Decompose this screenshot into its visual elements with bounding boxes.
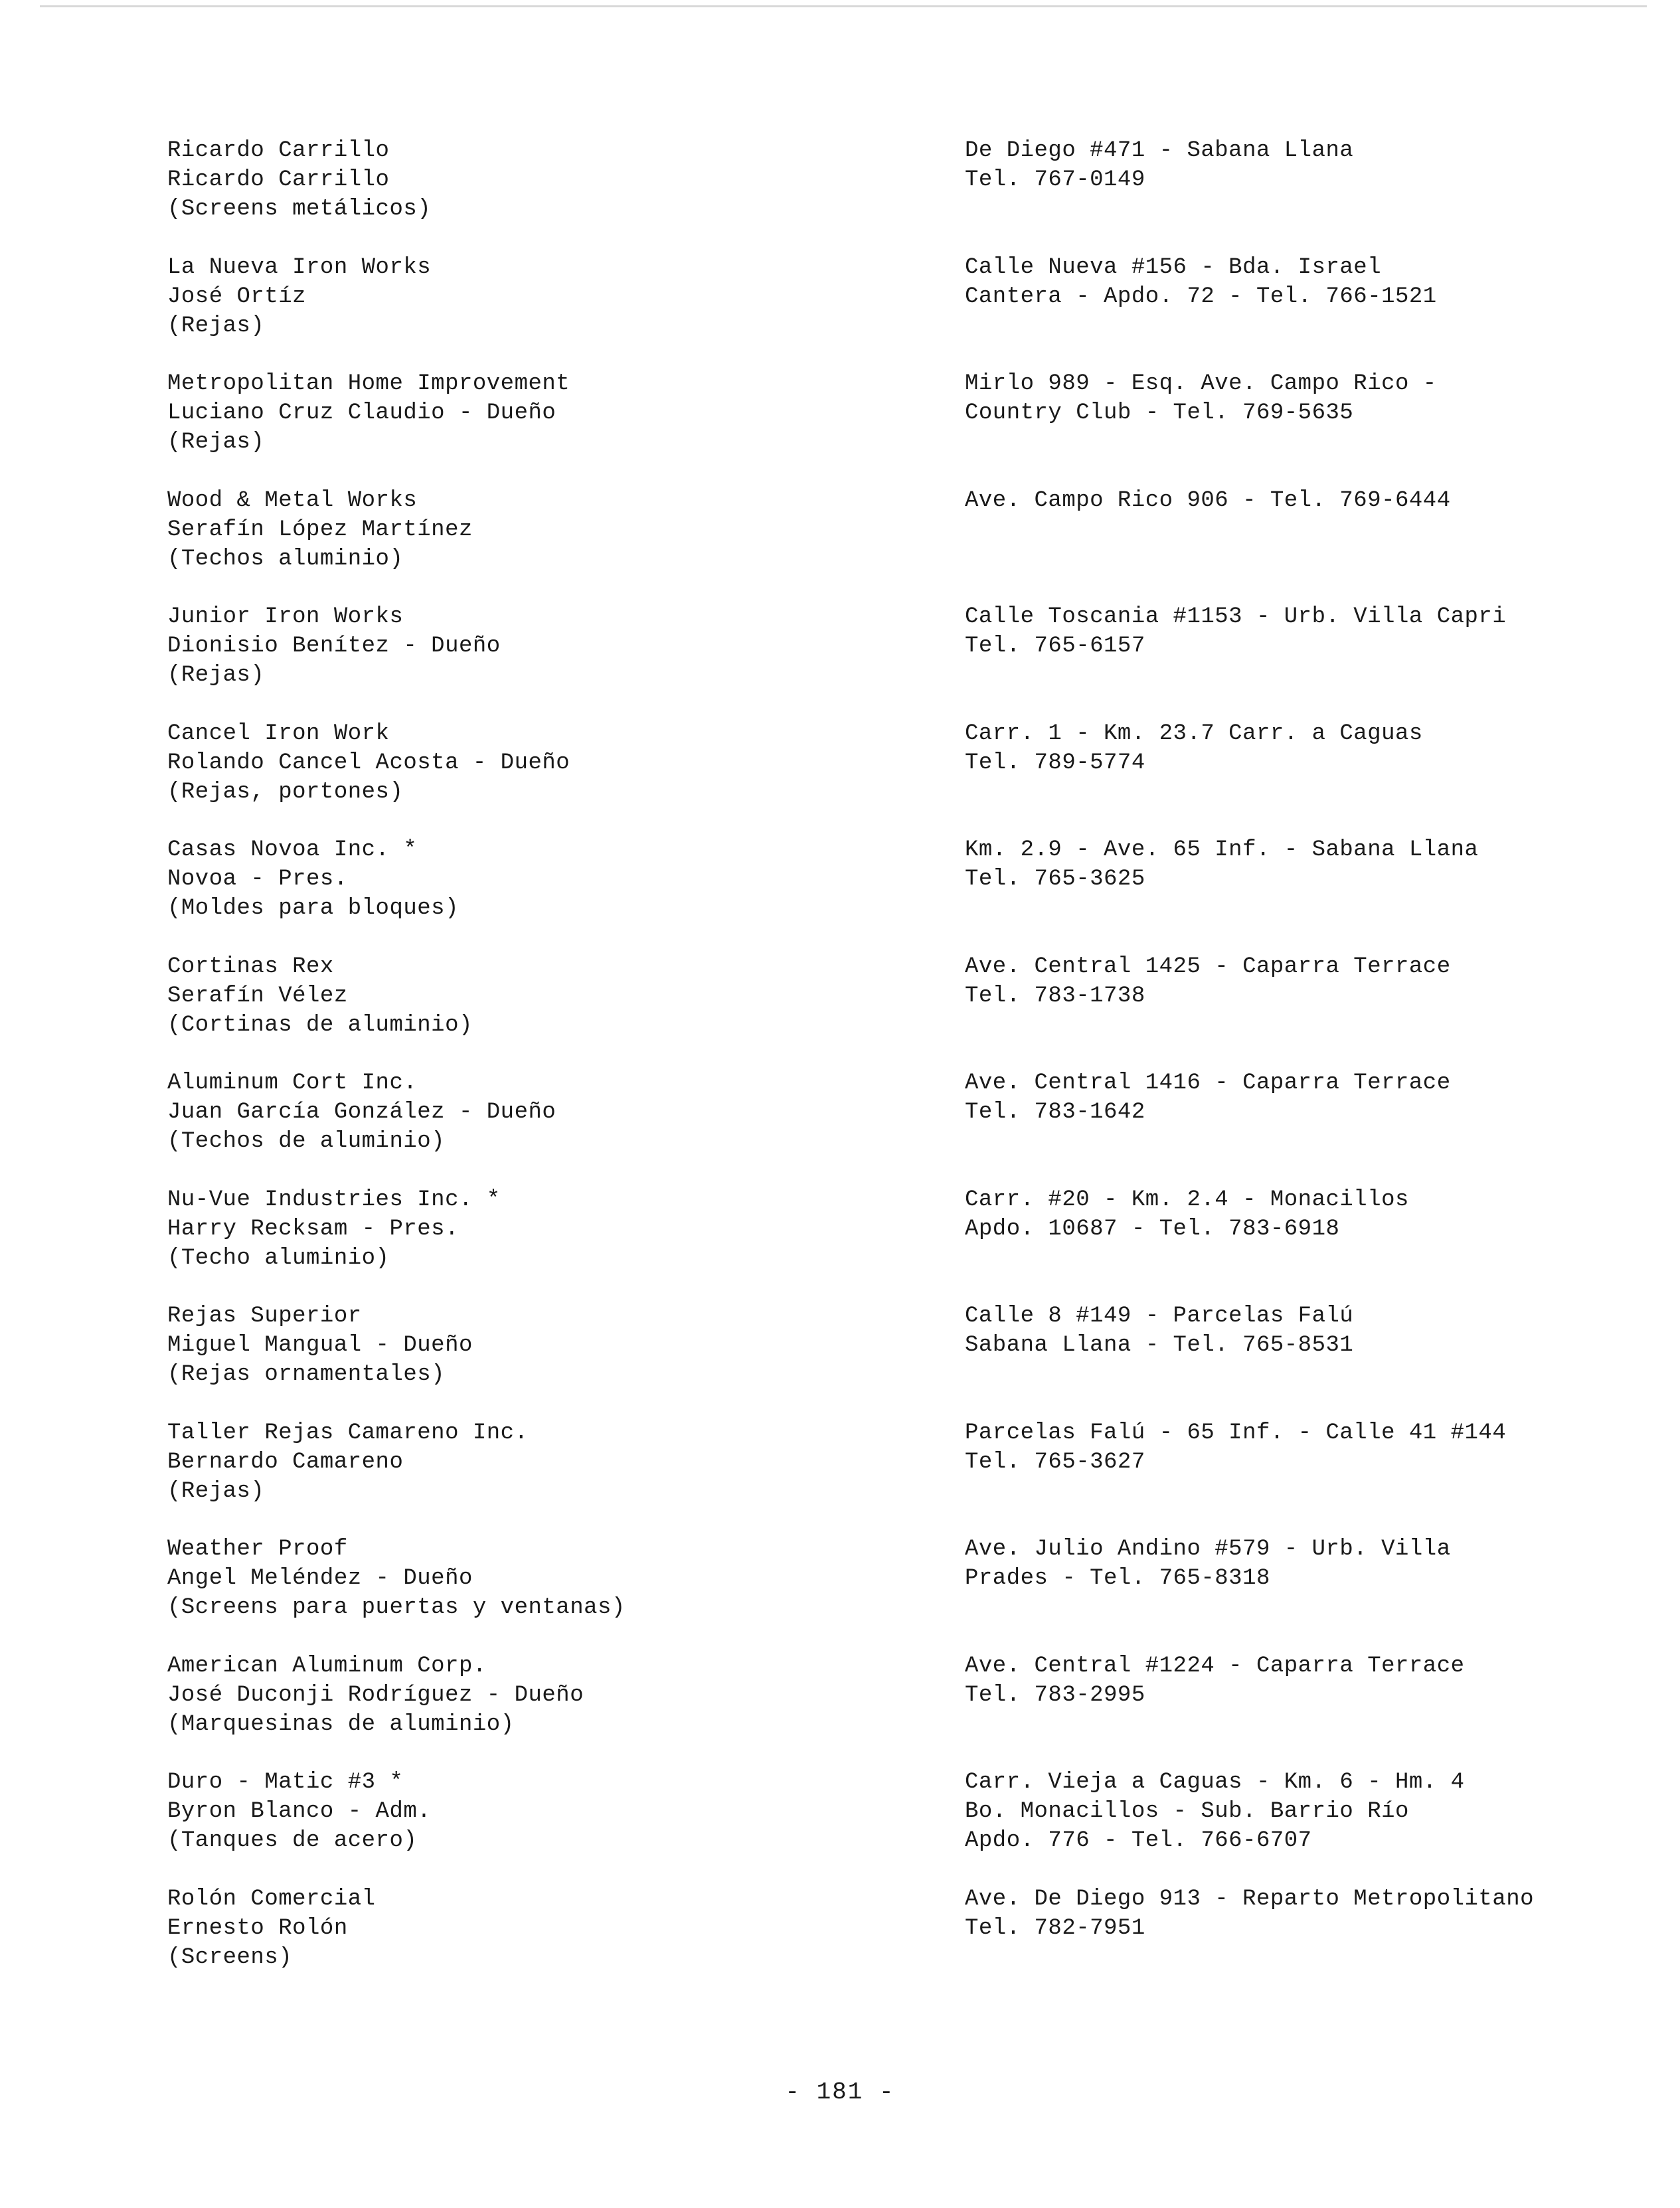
business-info [167, 952, 931, 1040]
address-line: Sabana Llana - Tel. 765-8531 [965, 1333, 1354, 1358]
business-category: (Cortinas de aluminio) [167, 1013, 473, 1038]
business-contact: Dionisio Benítez - Dueño [167, 634, 501, 659]
address-line: Calle Toscania #1153 - Urb. Villa Capri [965, 604, 1507, 630]
business-category: (Screens metálicos) [167, 197, 432, 222]
business-info [167, 253, 931, 341]
address-line: Calle 8 #149 - Parcelas Falú [965, 1304, 1354, 1329]
business-info [167, 1652, 931, 1739]
business-category: (Techo aluminio) [167, 1246, 390, 1271]
address-line: Tel. 765-6157 [965, 634, 1145, 659]
business-contact: Novoa - Pres. [167, 867, 348, 892]
address-line: Bo. Monacillos - Sub. Barrio Río [965, 1799, 1409, 1824]
business-contact: Byron Blanco - Adm. [167, 1799, 432, 1824]
business-name: Cancel Iron Work [167, 721, 390, 746]
address-line: Carr. #20 - Km. 2.4 - Monacillos [965, 1187, 1409, 1213]
business-address [965, 253, 1642, 311]
business-name: Wood & Metal Works [167, 488, 418, 513]
address-line: Tel. 783-2995 [965, 1683, 1145, 1708]
address-line: Calle Nueva #156 - Bda. Israel [965, 255, 1382, 280]
business-category: (Marquesinas de aluminio) [167, 1712, 515, 1737]
address-line: Ave. Central #1224 - Caparra Terrace [965, 1654, 1465, 1679]
address-line: Apdo. 10687 - Tel. 783-6918 [965, 1217, 1340, 1242]
business-info [167, 1535, 931, 1622]
business-info [167, 1185, 931, 1273]
business-contact: Serafín Vélez [167, 983, 348, 1009]
business-name: La Nueva Iron Works [167, 255, 432, 280]
address-line: Tel. 765-3625 [965, 867, 1145, 892]
business-category: (Screens) [167, 1945, 293, 1970]
business-address [965, 719, 1642, 778]
business-contact: Miguel Mangual - Dueño [167, 1333, 473, 1358]
address-line: Apdo. 776 - Tel. 766-6707 [965, 1828, 1312, 1853]
business-info [167, 1418, 931, 1506]
business-name: Junior Iron Works [167, 604, 404, 630]
business-category: (Rejas) [167, 313, 265, 339]
business-category: (Rejas ornamentales) [167, 1362, 446, 1387]
business-category: (Rejas, portones) [167, 780, 404, 805]
business-category: (Techos aluminio) [167, 547, 404, 572]
business-address [965, 486, 1642, 515]
address-line: Tel. 783-1642 [965, 1100, 1145, 1125]
address-line: Tel. 783-1738 [965, 983, 1145, 1009]
address-line: De Diego #471 - Sabana Llana [965, 138, 1354, 163]
business-category: (Screens para puertas y ventanas) [167, 1595, 626, 1620]
address-line: Ave. Julio Andino #579 - Urb. Villa [965, 1537, 1451, 1562]
business-contact: Harry Recksam - Pres. [167, 1217, 459, 1242]
address-line: Tel. 767-0149 [965, 167, 1145, 193]
business-address [965, 1535, 1642, 1593]
business-contact: Ernesto Rolón [167, 1916, 348, 1941]
address-line: Country Club - Tel. 769-5635 [965, 400, 1354, 426]
business-contact: Rolando Cancel Acosta - Dueño [167, 750, 570, 776]
business-address [965, 1068, 1642, 1127]
business-name: Rolón Comercial [167, 1887, 376, 1912]
business-category: (Tanques de acero) [167, 1828, 418, 1853]
address-line: Ave. Central 1416 - Caparra Terrace [965, 1070, 1451, 1096]
business-info [167, 1068, 931, 1156]
business-info [167, 1768, 931, 1855]
business-address [965, 835, 1642, 894]
business-name: Metropolitan Home Improvement [167, 371, 570, 396]
business-info [167, 719, 931, 807]
business-address [965, 1418, 1642, 1477]
business-address [965, 1652, 1642, 1710]
business-name: Rejas Superior [167, 1304, 362, 1329]
business-name: Taller Rejas Camareno Inc. [167, 1420, 529, 1446]
business-address [965, 1302, 1642, 1360]
business-address [965, 602, 1642, 661]
address-line: Parcelas Falú - 65 Inf. - Calle 41 #144 [965, 1420, 1507, 1446]
business-contact: José Duconji Rodríguez - Dueño [167, 1683, 584, 1708]
business-name: Weather Proof [167, 1537, 348, 1562]
business-info [167, 136, 931, 224]
address-line: Ave. De Diego 913 - Reparto Metropolitano [965, 1887, 1535, 1912]
business-info [167, 369, 931, 457]
business-name: Aluminum Cort Inc. [167, 1070, 418, 1096]
business-address [965, 1885, 1642, 1943]
address-line: Tel. 789-5774 [965, 750, 1145, 776]
address-line: Ave. Central 1425 - Caparra Terrace [965, 954, 1451, 979]
business-info [167, 486, 931, 574]
business-contact: José Ortíz [167, 284, 307, 309]
page-number: - 181 - [785, 2079, 895, 2106]
business-address [965, 952, 1642, 1011]
business-name: Ricardo Carrillo [167, 138, 390, 163]
address-line: Prades - Tel. 765-8318 [965, 1566, 1270, 1591]
business-contact: Juan García González - Dueño [167, 1100, 556, 1125]
business-contact: Angel Meléndez - Dueño [167, 1566, 473, 1591]
business-address [965, 136, 1642, 195]
address-line: Ave. Campo Rico 906 - Tel. 769-6444 [965, 488, 1451, 513]
business-contact: Ricardo Carrillo [167, 167, 390, 193]
business-category: (Rejas) [167, 1479, 265, 1504]
business-contact: Luciano Cruz Claudio - Dueño [167, 400, 556, 426]
business-name: American Aluminum Corp. [167, 1654, 487, 1679]
business-address [965, 369, 1642, 428]
business-name: Cortinas Rex [167, 954, 334, 979]
address-line: Tel. 765-3627 [965, 1450, 1145, 1475]
business-category: (Moldes para bloques) [167, 896, 459, 921]
business-contact: Serafín López Martínez [167, 517, 473, 543]
address-line: Mirlo 989 - Esq. Ave. Campo Rico - [965, 371, 1437, 396]
business-category: (Rejas) [167, 430, 265, 455]
address-line: Km. 2.9 - Ave. 65 Inf. - Sabana Llana [965, 837, 1479, 863]
business-info [167, 835, 931, 923]
business-name: Duro - Matic #3 * [167, 1770, 404, 1795]
address-line: Carr. 1 - Km. 23.7 Carr. a Caguas [965, 721, 1423, 746]
business-info [167, 1885, 931, 1972]
business-contact: Bernardo Camareno [167, 1450, 404, 1475]
business-name: Casas Novoa Inc. * [167, 837, 418, 863]
scan-edge-rule [40, 5, 1647, 7]
address-line: Tel. 782-7951 [965, 1916, 1145, 1941]
address-line: Carr. Vieja a Caguas - Km. 6 - Hm. 4 [965, 1770, 1465, 1795]
business-category: (Techos de aluminio) [167, 1129, 446, 1154]
business-category: (Rejas) [167, 663, 265, 688]
address-line: Cantera - Apdo. 72 - Tel. 766-1521 [965, 284, 1437, 309]
business-address [965, 1185, 1642, 1244]
business-info [167, 1302, 931, 1389]
business-address [965, 1768, 1642, 1855]
business-name: Nu-Vue Industries Inc. * [167, 1187, 501, 1213]
business-info [167, 602, 931, 690]
